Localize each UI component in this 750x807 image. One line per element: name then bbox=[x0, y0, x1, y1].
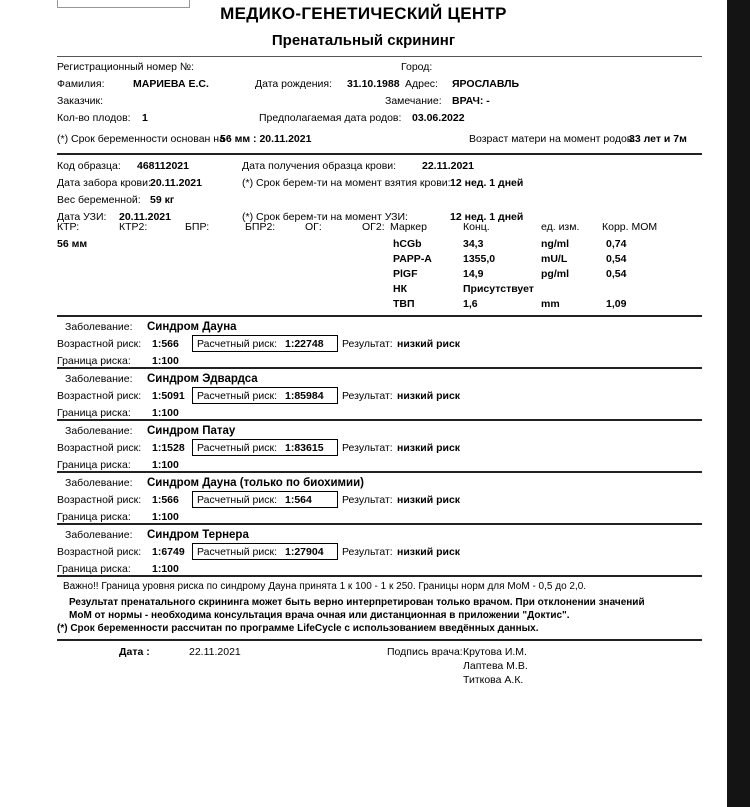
risk-limit-label: Граница риска: bbox=[57, 407, 131, 419]
calculated-risk-box[interactable] bbox=[192, 491, 338, 508]
measure-value-ktr: 56 мм bbox=[57, 238, 88, 250]
disease-block bbox=[57, 317, 702, 367]
measure-header-og2: ОГ2: bbox=[362, 221, 385, 233]
fetus-count-value: 1 bbox=[142, 112, 148, 124]
result-value: низкий риск bbox=[397, 494, 461, 506]
patient-info-section bbox=[57, 57, 702, 133]
age-risk-label: Возрастной риск: bbox=[57, 546, 142, 558]
marker-conc: 1,6 bbox=[463, 298, 478, 310]
remark-label: Замечание: bbox=[385, 95, 442, 107]
result-label: Результат: bbox=[342, 442, 393, 454]
marker-unit: mm bbox=[541, 298, 560, 310]
measure-header-ktr2: КТР2: bbox=[119, 221, 148, 233]
note-line-3: МоМ от нормы - необходима консультация врача очная или дистанционная в приложении "Доктис". bbox=[69, 610, 570, 621]
term-at-usg-label: (*) Срок берем-ти на момент УЗИ: bbox=[242, 211, 408, 223]
blood-received-label: Дата получения образца крови: bbox=[242, 160, 397, 172]
risk-limit-label: Граница риска: bbox=[57, 563, 131, 575]
birthdate-value: 31.10.1988 bbox=[347, 78, 400, 90]
right-edge-strip bbox=[727, 0, 750, 807]
page-subtitle: Пренатальный скрининг bbox=[271, 32, 456, 49]
blood-received-value: 22.11.2021 bbox=[422, 160, 474, 172]
disease-name: Синдром Патау bbox=[147, 425, 236, 437]
city-label: Город: bbox=[401, 61, 433, 73]
marker-conc: Присутствует bbox=[463, 283, 534, 295]
marker-conc: 1355,0 bbox=[463, 253, 496, 265]
marker-name: hCGb bbox=[393, 238, 422, 250]
sample-info-section bbox=[57, 155, 702, 223]
term-basis-label: (*) Срок беременности основан на : bbox=[57, 133, 231, 145]
age-risk-label: Возрастной риск: bbox=[57, 442, 142, 454]
risk-limit-value: 1:100 bbox=[152, 355, 179, 367]
result-value: низкий риск bbox=[397, 338, 461, 350]
age-risk-label: Возрастной риск: bbox=[57, 338, 142, 350]
age-risk-label: Возрастной риск: bbox=[57, 494, 142, 506]
blood-draw-label: Дата забора крови: bbox=[57, 177, 151, 189]
marker-conc: 14,9 bbox=[463, 268, 484, 280]
disease-name: Синдром Эдвардса bbox=[147, 373, 258, 385]
result-label: Результат: bbox=[342, 390, 393, 402]
marker-unit: pg/ml bbox=[541, 268, 569, 280]
signature-label: Подпись врача: bbox=[387, 646, 463, 658]
usg-date-value: 20.11.2021 bbox=[119, 211, 171, 223]
disease-block bbox=[57, 421, 702, 471]
sample-code-value: 468112021 bbox=[137, 160, 189, 172]
calc-risk-label: Расчетный риск: bbox=[197, 442, 277, 454]
risk-limit-value: 1:100 bbox=[152, 511, 179, 523]
calc-risk-label: Расчетный риск: bbox=[197, 390, 277, 402]
doctor-name: Крутова И.М. bbox=[463, 646, 527, 658]
sample-code-label: Код образца: bbox=[57, 160, 121, 172]
markers-section bbox=[57, 217, 702, 315]
reg-number-label: Регистрационный номер №: bbox=[57, 61, 195, 73]
term-at-draw-value: 12 нед. 1 дней bbox=[450, 177, 524, 189]
blood-draw-value: 20.11.2021 bbox=[150, 177, 202, 189]
calculated-risk-box[interactable] bbox=[192, 439, 338, 456]
calculated-risk-box[interactable] bbox=[192, 387, 338, 404]
markers-header-conc: Конц. bbox=[463, 221, 490, 233]
age-risk-value: 1:1528 bbox=[152, 442, 185, 454]
measure-header-bpr: БПР: bbox=[185, 221, 210, 233]
birthdate-label: Дата рождения: bbox=[255, 78, 332, 90]
weight-label: Вес беременной: bbox=[57, 194, 141, 206]
due-date-value: 03.06.2022 bbox=[412, 112, 465, 124]
term-at-usg-value: 12 нед. 1 дней bbox=[450, 211, 524, 223]
age-risk-label: Возрастной риск: bbox=[57, 390, 142, 402]
result-value: низкий риск bbox=[397, 546, 461, 558]
fetus-count-label: Кол-во плодов: bbox=[57, 112, 131, 124]
disease-label: Заболевание: bbox=[65, 373, 133, 385]
markers-header-unit: ед. изм. bbox=[541, 221, 580, 233]
signature-section bbox=[57, 641, 702, 691]
marker-mom: 0,54 bbox=[606, 268, 627, 280]
markers-header-marker: Маркер bbox=[390, 221, 427, 233]
disease-label: Заболевание: bbox=[65, 529, 133, 541]
result-label: Результат: bbox=[342, 338, 393, 350]
doctor-name: Титкова А.К. bbox=[463, 674, 524, 686]
due-date-label: Предполагаемая дата родов: bbox=[259, 112, 402, 124]
marker-unit: mU/L bbox=[541, 253, 568, 265]
disease-block bbox=[57, 473, 702, 523]
marker-name: НК bbox=[393, 283, 407, 295]
weight-value: 59 кг bbox=[150, 194, 175, 206]
age-risk-value: 1:566 bbox=[152, 494, 179, 506]
date-value: 22.11.2021 bbox=[189, 646, 241, 658]
risk-limit-value: 1:100 bbox=[152, 407, 179, 419]
address-label: Адрес: bbox=[405, 78, 438, 90]
marker-mom: 1,09 bbox=[606, 298, 627, 310]
term-at-draw-label: (*) Срок берем-ти на момент взятия крови: bbox=[242, 177, 451, 189]
calc-risk-value: 1:22748 bbox=[285, 338, 324, 350]
measure-header-bpr2: БПР2: bbox=[245, 221, 276, 233]
calc-risk-value: 1:85984 bbox=[285, 390, 324, 402]
customer-label: Заказчик: bbox=[57, 95, 104, 107]
disease-name: Синдром Тернера bbox=[147, 529, 249, 541]
result-label: Результат: bbox=[342, 494, 393, 506]
calculated-risk-box[interactable] bbox=[192, 335, 338, 352]
risk-limit-value: 1:100 bbox=[152, 459, 179, 471]
surname-value: МАРИЕВА Е.С. bbox=[133, 78, 209, 90]
marker-name: PAPP-A bbox=[393, 253, 432, 265]
marker-name: ТВП bbox=[393, 298, 415, 310]
result-label: Результат: bbox=[342, 546, 393, 558]
risk-limit-label: Граница риска: bbox=[57, 511, 131, 523]
age-risk-value: 1:566 bbox=[152, 338, 179, 350]
marker-name: PlGF bbox=[393, 268, 418, 280]
risk-limit-label: Граница риска: bbox=[57, 459, 131, 471]
result-value: низкий риск bbox=[397, 390, 461, 402]
disease-label: Заболевание: bbox=[65, 425, 133, 437]
calc-risk-label: Расчетный риск: bbox=[197, 546, 277, 558]
disease-block bbox=[57, 525, 702, 575]
marker-unit: ng/ml bbox=[541, 238, 569, 250]
notes-section bbox=[57, 577, 702, 639]
note-line-4: (*) Срок беременности рассчитан по программе LifeCycle с использованием введённых данных. bbox=[57, 623, 539, 634]
term-basis-value: 56 мм : 20.11.2021 bbox=[220, 133, 312, 145]
measure-header-ktr: КТР: bbox=[57, 221, 80, 233]
mother-age-value: 33 лет и 7м bbox=[629, 133, 687, 145]
disease-label: Заболевание: bbox=[65, 321, 133, 333]
disease-block bbox=[57, 369, 702, 419]
report-body bbox=[57, 56, 702, 691]
marker-mom: 0,54 bbox=[606, 253, 627, 265]
age-risk-value: 1:5091 bbox=[152, 390, 185, 402]
calc-risk-label: Расчетный риск: bbox=[197, 338, 277, 350]
calc-risk-value: 1:564 bbox=[285, 494, 312, 506]
calc-risk-value: 1:27904 bbox=[285, 546, 324, 558]
note-line-1: Важно!! Граница уровня риска по синдрому Дауна принята 1 к 100 - 1 к 250. Границы норм для МоМ - 0,5 до 2,0. bbox=[63, 581, 587, 592]
age-risk-value: 1:6749 bbox=[152, 546, 185, 558]
doctor-name: Лаптева М.В. bbox=[463, 660, 528, 672]
disease-name: Синдром Дауна (только по биохимии) bbox=[147, 477, 365, 489]
address-value: ЯРОСЛАВЛЬ bbox=[452, 78, 520, 90]
surname-label: Фамилия: bbox=[57, 78, 105, 90]
remark-value: ВРАЧ: - bbox=[452, 95, 490, 107]
markers-header-mom: Корр. МОМ bbox=[602, 221, 658, 233]
usg-date-label: Дата УЗИ: bbox=[57, 211, 107, 223]
disease-name: Синдром Дауна bbox=[147, 321, 237, 333]
marker-conc: 34,3 bbox=[463, 238, 484, 250]
risk-limit-value: 1:100 bbox=[152, 563, 179, 575]
page-title: МЕДИКО-ГЕНЕТИЧЕСКИЙ ЦЕНТР bbox=[220, 4, 507, 23]
measure-header-og: ОГ: bbox=[305, 221, 322, 233]
mother-age-label: Возраст матери на момент родов: bbox=[469, 133, 636, 145]
note-line-2: Результат пренатального скрининга может быть верно интерпретирован только врачом. При отклонении значений bbox=[69, 597, 645, 608]
term-basis-row bbox=[57, 133, 702, 153]
risk-limit-label: Граница риска: bbox=[57, 355, 131, 367]
date-label: Дата : bbox=[119, 646, 150, 658]
marker-mom: 0,74 bbox=[606, 238, 627, 250]
calc-risk-value: 1:83615 bbox=[285, 442, 324, 454]
calculated-risk-box[interactable] bbox=[192, 543, 338, 560]
calc-risk-label: Расчетный риск: bbox=[197, 494, 277, 506]
disease-label: Заболевание: bbox=[65, 477, 133, 489]
result-value: низкий риск bbox=[397, 442, 461, 454]
